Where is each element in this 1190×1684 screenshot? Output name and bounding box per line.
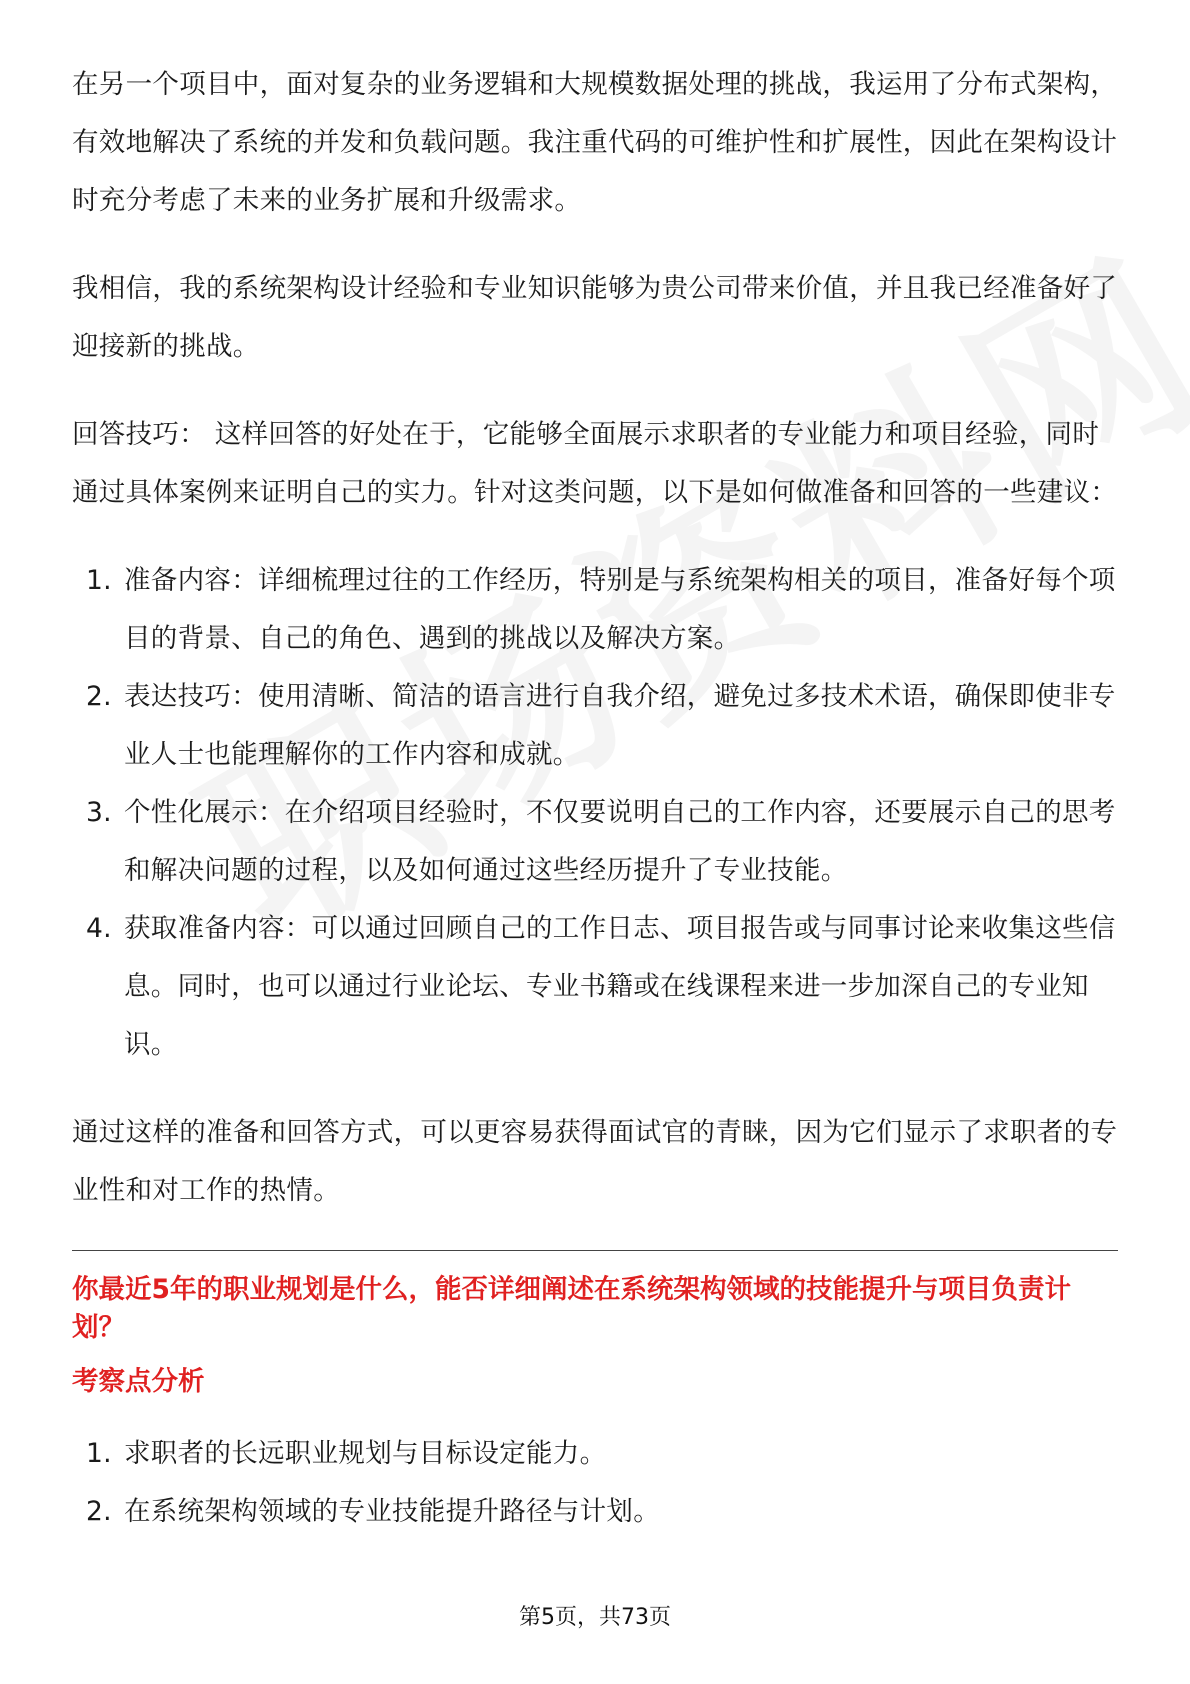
list-number: 4.: [86, 913, 112, 944]
list-item: [72, 1483, 1118, 1541]
list-item: [72, 784, 1118, 900]
list-text: 求职者的长远职业规划与目标设定能力。: [124, 1438, 607, 1469]
list-item: [72, 552, 1118, 668]
paragraph-answer-tips: 回答技巧： 这样回答的好处在于，它能够全面展示求职者的专业能力和项目经验，同时通过具体案例来证明自己的实力。针对这类问题，以下是如何做准备和回答的一些建议：: [72, 419, 1118, 508]
section-divider: [72, 1250, 1118, 1251]
analysis-list: [72, 1425, 1118, 1541]
paragraph-conclusion: 通过这样的准备和回答方式，可以更容易获得面试官的青睐，因为它们显示了求职者的专业性和对工作的热情。: [72, 1117, 1118, 1206]
list-item: [72, 668, 1118, 784]
tips-list: [72, 552, 1118, 1074]
list-item: [72, 900, 1118, 1074]
list-number: 2.: [86, 1496, 112, 1527]
list-number: 1.: [86, 1438, 112, 1469]
list-number: 1.: [86, 565, 112, 596]
list-number: 3.: [86, 797, 112, 828]
interview-question: 你最近5年的职业规划是什么，能否详细阐述在系统架构领域的技能提升与项目负责计划？: [72, 1274, 1071, 1343]
list-number: 2.: [86, 681, 112, 712]
list-text: 表达技巧：使用清晰、简洁的语言进行自我介绍，避免过多技术术语，确保即使非专业人士也能理解你的工作内容和成就。: [124, 681, 1116, 770]
analysis-heading: 考察点分析: [72, 1366, 205, 1397]
page-content: [72, 56, 1118, 1571]
paragraph-project: 在另一个项目中，面对复杂的业务逻辑和大规模数据处理的挑战，我运用了分布式架构，有效地解决了系统的并发和负载问题。我注重代码的可维护性和扩展性，因此在架构设计时充分考虑了未来的业务扩展和升级需求。: [72, 69, 1118, 216]
list-text: 准备内容：详细梳理过往的工作经历，特别是与系统架构相关的项目，准备好每个项目的背景、自己的角色、遇到的挑战以及解决方案。: [124, 565, 1116, 654]
list-item: [72, 1425, 1118, 1483]
paragraph-belief: 我相信，我的系统架构设计经验和专业知识能够为贵公司带来价值，并且我已经准备好了迎接新的挑战。: [72, 273, 1118, 362]
list-text: 获取准备内容：可以通过回顾自己的工作日志、项目报告或与同事讨论来收集这些信息。同时，也可以通过行业论坛、专业书籍或在线课程来进一步加深自己的专业知识。: [124, 913, 1116, 1060]
list-text: 个性化展示：在介绍项目经验时，不仅要说明自己的工作内容，还要展示自己的思考和解决问题的过程，以及如何通过这些经历提升了专业技能。: [124, 797, 1116, 886]
list-text: 在系统架构领域的专业技能提升路径与计划。: [124, 1496, 660, 1527]
page-footer: 第5页，共73页: [519, 1605, 671, 1630]
